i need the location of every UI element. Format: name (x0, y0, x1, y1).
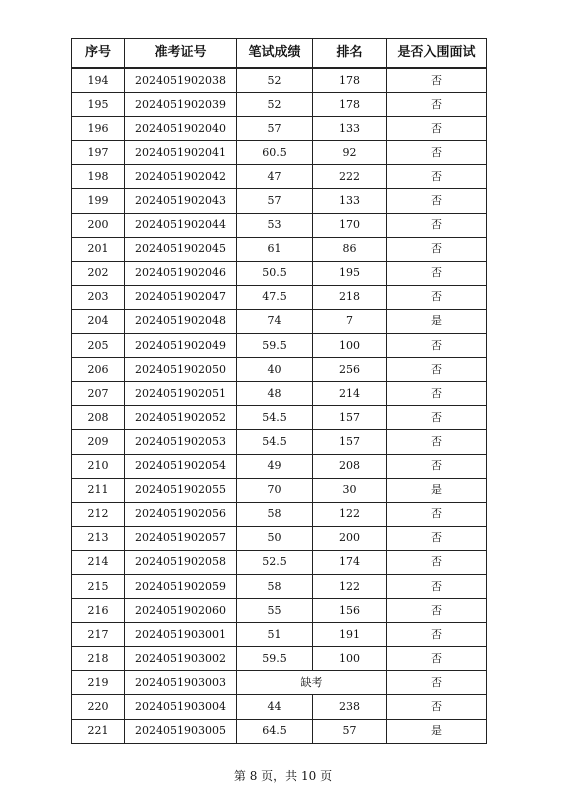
cell-rank: 191 (313, 623, 387, 647)
header-rank: 排名 (313, 39, 387, 69)
cell-serial-number: 199 (72, 189, 125, 213)
cell-written-score: 47 (237, 165, 313, 189)
cell-exam-id: 2024051903004 (125, 695, 237, 719)
cell-written-score: 57 (237, 189, 313, 213)
cell-interview-qualified: 否 (387, 430, 487, 454)
cell-rank: 195 (313, 261, 387, 285)
cell-interview-qualified: 否 (387, 237, 487, 261)
cell-interview-qualified: 否 (387, 285, 487, 309)
cell-written-score: 52 (237, 68, 313, 93)
cell-serial-number: 212 (72, 502, 125, 526)
cell-serial-number: 208 (72, 406, 125, 430)
table-row (72, 261, 487, 285)
cell-rank: 122 (313, 574, 387, 598)
cell-exam-id: 2024051903002 (125, 647, 237, 671)
cell-serial-number: 219 (72, 671, 125, 695)
cell-written-score: 40 (237, 358, 313, 382)
table-row (72, 358, 487, 382)
cell-interview-qualified: 是 (387, 478, 487, 502)
cell-exam-id: 2024051902057 (125, 526, 237, 550)
cell-exam-id: 2024051902048 (125, 309, 237, 333)
cell-exam-id: 2024051902060 (125, 599, 237, 623)
table-row (72, 599, 487, 623)
cell-interview-qualified: 否 (387, 695, 487, 719)
cell-serial-number: 218 (72, 647, 125, 671)
table-row (72, 671, 487, 695)
cell-written-score: 44 (237, 695, 313, 719)
table-row (72, 550, 487, 574)
cell-written-score: 53 (237, 213, 313, 237)
cell-serial-number: 198 (72, 165, 125, 189)
table-row (72, 478, 487, 502)
cell-exam-id: 2024051902058 (125, 550, 237, 574)
cell-serial-number: 209 (72, 430, 125, 454)
cell-serial-number: 221 (72, 719, 125, 743)
cell-interview-qualified: 否 (387, 526, 487, 550)
cell-exam-id: 2024051902040 (125, 117, 237, 141)
cell-interview-qualified: 否 (387, 358, 487, 382)
cell-written-score: 52 (237, 93, 313, 117)
table-row (72, 93, 487, 117)
cell-written-score: 50.5 (237, 261, 313, 285)
cell-written-score: 58 (237, 502, 313, 526)
table-row (72, 502, 487, 526)
cell-interview-qualified: 否 (387, 647, 487, 671)
cell-interview-qualified: 否 (387, 261, 487, 285)
cell-serial-number: 216 (72, 599, 125, 623)
cell-exam-id: 2024051902045 (125, 237, 237, 261)
cell-interview-qualified: 否 (387, 623, 487, 647)
cell-interview-qualified: 否 (387, 68, 487, 93)
cell-exam-id: 2024051902049 (125, 334, 237, 358)
cell-interview-qualified: 否 (387, 502, 487, 526)
cell-rank: 200 (313, 526, 387, 550)
cell-exam-id: 2024051902047 (125, 285, 237, 309)
cell-rank: 218 (313, 285, 387, 309)
cell-written-score: 58 (237, 574, 313, 598)
cell-rank: 57 (313, 719, 387, 743)
table-header-row (72, 39, 487, 69)
cell-rank: 178 (313, 93, 387, 117)
table-row (72, 117, 487, 141)
cell-serial-number: 205 (72, 334, 125, 358)
cell-interview-qualified: 否 (387, 599, 487, 623)
cell-exam-id: 2024051902059 (125, 574, 237, 598)
cell-rank: 208 (313, 454, 387, 478)
table-row (72, 719, 487, 743)
header-exam-id: 准考证号 (125, 39, 237, 69)
cell-rank: 30 (313, 478, 387, 502)
cell-rank: 133 (313, 189, 387, 213)
cell-serial-number: 203 (72, 285, 125, 309)
table-row (72, 334, 487, 358)
cell-rank: 178 (313, 68, 387, 93)
cell-rank: 170 (313, 213, 387, 237)
cell-written-score: 51 (237, 623, 313, 647)
cell-serial-number: 210 (72, 454, 125, 478)
cell-serial-number: 207 (72, 382, 125, 406)
cell-interview-qualified: 否 (387, 117, 487, 141)
table-row (72, 430, 487, 454)
cell-exam-id: 2024051902052 (125, 406, 237, 430)
cell-written-score: 64.5 (237, 719, 313, 743)
cell-rank: 238 (313, 695, 387, 719)
cell-interview-qualified: 否 (387, 382, 487, 406)
cell-written-score: 48 (237, 382, 313, 406)
cell-serial-number: 206 (72, 358, 125, 382)
cell-exam-id: 2024051902046 (125, 261, 237, 285)
table-row (72, 695, 487, 719)
cell-written-score: 57 (237, 117, 313, 141)
cell-serial-number: 214 (72, 550, 125, 574)
cell-exam-id: 2024051903005 (125, 719, 237, 743)
cell-written-score: 61 (237, 237, 313, 261)
cell-written-score: 55 (237, 599, 313, 623)
cell-written-score: 49 (237, 454, 313, 478)
cell-written-score: 54.5 (237, 430, 313, 454)
table-row (72, 189, 487, 213)
cell-exam-id: 2024051903003 (125, 671, 237, 695)
cell-exam-id: 2024051902039 (125, 93, 237, 117)
cell-rank: 133 (313, 117, 387, 141)
table-row (72, 406, 487, 430)
cell-interview-qualified: 否 (387, 213, 487, 237)
cell-exam-id: 2024051902038 (125, 68, 237, 93)
cell-serial-number: 204 (72, 309, 125, 333)
cell-rank: 122 (313, 502, 387, 526)
table-row (72, 213, 487, 237)
cell-serial-number: 215 (72, 574, 125, 598)
cell-exam-id: 2024051902051 (125, 382, 237, 406)
cell-written-score: 70 (237, 478, 313, 502)
cell-interview-qualified: 是 (387, 719, 487, 743)
cell-interview-qualified: 否 (387, 454, 487, 478)
cell-interview-qualified: 是 (387, 309, 487, 333)
cell-rank: 156 (313, 599, 387, 623)
cell-exam-id: 2024051902056 (125, 502, 237, 526)
score-table (71, 38, 487, 744)
cell-interview-qualified: 否 (387, 189, 487, 213)
cell-serial-number: 197 (72, 141, 125, 165)
cell-rank: 157 (313, 430, 387, 454)
cell-exam-id: 2024051902044 (125, 213, 237, 237)
cell-exam-id: 2024051902055 (125, 478, 237, 502)
table-row (72, 309, 487, 333)
cell-serial-number: 211 (72, 478, 125, 502)
cell-exam-id: 2024051902043 (125, 189, 237, 213)
cell-interview-qualified: 否 (387, 165, 487, 189)
cell-exam-id: 2024051902053 (125, 430, 237, 454)
cell-exam-id: 2024051903001 (125, 623, 237, 647)
table-row (72, 382, 487, 406)
cell-exam-id: 2024051902042 (125, 165, 237, 189)
cell-absent: 缺考 (237, 671, 387, 695)
cell-serial-number: 202 (72, 261, 125, 285)
table-row (72, 647, 487, 671)
table-row (72, 141, 487, 165)
table-body (72, 68, 487, 743)
table-row (72, 285, 487, 309)
cell-rank: 157 (313, 406, 387, 430)
cell-serial-number: 194 (72, 68, 125, 93)
cell-serial-number: 201 (72, 237, 125, 261)
cell-interview-qualified: 否 (387, 141, 487, 165)
cell-exam-id: 2024051902050 (125, 358, 237, 382)
cell-rank: 256 (313, 358, 387, 382)
cell-rank: 100 (313, 647, 387, 671)
table-row (72, 574, 487, 598)
cell-rank: 100 (313, 334, 387, 358)
header-interview-qualified: 是否入围面试 (387, 39, 487, 69)
table-row (72, 526, 487, 550)
table-row (72, 237, 487, 261)
cell-written-score: 59.5 (237, 647, 313, 671)
cell-serial-number: 213 (72, 526, 125, 550)
cell-serial-number: 217 (72, 623, 125, 647)
page-number-footer: 第 8 页，共 10 页 (233, 769, 333, 783)
table-row (72, 454, 487, 478)
cell-interview-qualified: 否 (387, 550, 487, 574)
table-row (72, 68, 487, 93)
cell-serial-number: 196 (72, 117, 125, 141)
header-serial-number: 序号 (72, 39, 125, 69)
cell-rank: 86 (313, 237, 387, 261)
cell-serial-number: 220 (72, 695, 125, 719)
cell-interview-qualified: 否 (387, 406, 487, 430)
cell-serial-number: 195 (72, 93, 125, 117)
table-row (72, 623, 487, 647)
cell-interview-qualified: 否 (387, 671, 487, 695)
cell-exam-id: 2024051902054 (125, 454, 237, 478)
cell-written-score: 60.5 (237, 141, 313, 165)
table-row (72, 165, 487, 189)
cell-rank: 92 (313, 141, 387, 165)
cell-rank: 7 (313, 309, 387, 333)
cell-rank: 214 (313, 382, 387, 406)
cell-exam-id: 2024051902041 (125, 141, 237, 165)
cell-serial-number: 200 (72, 213, 125, 237)
cell-interview-qualified: 否 (387, 574, 487, 598)
cell-written-score: 52.5 (237, 550, 313, 574)
cell-written-score: 74 (237, 309, 313, 333)
header-written-score: 笔试成绩 (237, 39, 313, 69)
cell-interview-qualified: 否 (387, 93, 487, 117)
cell-written-score: 59.5 (237, 334, 313, 358)
cell-written-score: 50 (237, 526, 313, 550)
cell-interview-qualified: 否 (387, 334, 487, 358)
cell-written-score: 47.5 (237, 285, 313, 309)
cell-rank: 222 (313, 165, 387, 189)
cell-written-score: 54.5 (237, 406, 313, 430)
cell-rank: 174 (313, 550, 387, 574)
